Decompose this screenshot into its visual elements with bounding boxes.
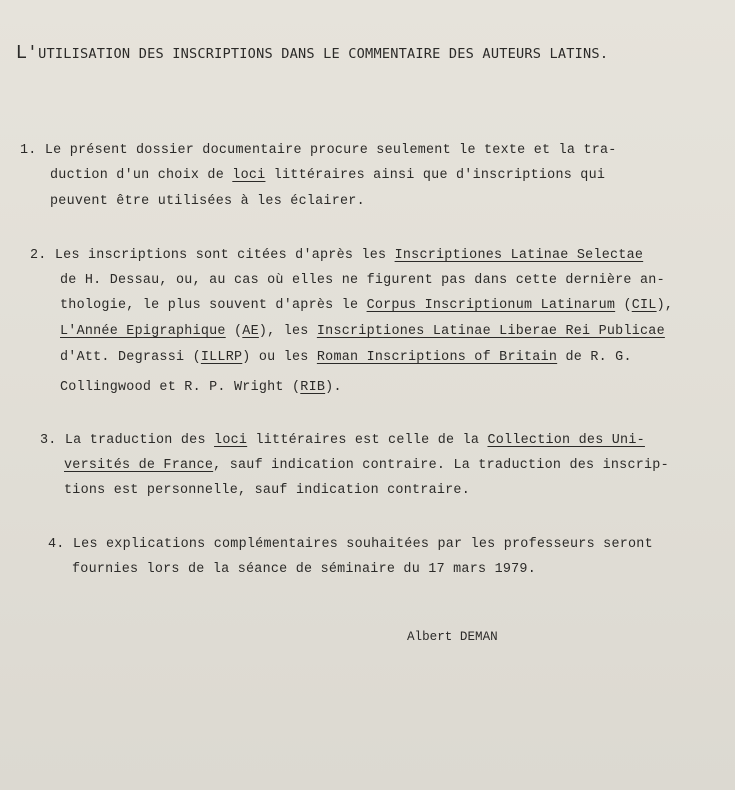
signature: Albert DEMAN (407, 630, 498, 644)
text-segment: ), les (258, 324, 317, 339)
item-number: 2. (30, 248, 47, 263)
text-segment: peuvent être utilisées à les éclairer. (50, 194, 365, 209)
text-segment: ( (225, 324, 243, 339)
text-segment: Les inscriptions sont citées d'après les (54, 248, 395, 263)
item-2-line-4 (60, 324, 665, 339)
underlined-title: RIB (300, 380, 326, 395)
item-number: 3. (40, 433, 57, 448)
item-2-line-2 (60, 273, 665, 288)
text-segment: ) ou les (242, 350, 317, 365)
underlined-title: loci (214, 433, 248, 448)
underlined-title: Inscriptiones Latinae Selectae (394, 248, 644, 263)
item-number: 4. (48, 537, 65, 552)
item-4-line-2 (72, 562, 536, 577)
item-3-line-2 (64, 458, 669, 473)
underlined-title: CIL (631, 298, 657, 313)
underlined-title: Roman Inscriptions of Britain (316, 350, 558, 365)
text-segment: Collingwood et R. P. Wright ( (60, 380, 301, 395)
underlined-title: versités de France (64, 458, 214, 473)
title-text: UTILISATION DES INSCRIPTIONS DANS LE COMMENTAIRE DES AUTEURS LATINS. (38, 46, 609, 62)
text-segment: ). (325, 380, 342, 395)
text-segment: , sauf indication contraire. La traduction des inscrip- (213, 458, 669, 473)
text-segment: ), (656, 298, 674, 313)
text-segment: ( (615, 298, 632, 313)
underlined-title: Inscriptiones Latinae Liberae Rei Publicae (316, 324, 665, 339)
text-segment: d'Att. Degrassi ( (60, 350, 201, 365)
item-2-line-1 (30, 248, 643, 263)
title-initial: L' (16, 42, 39, 63)
underlined-title: ILLRP (200, 350, 243, 365)
underlined-title: AE (242, 324, 259, 339)
text-segment: Les explications complémentaires souhaitées par les professeurs seront (72, 537, 653, 552)
document-title (16, 42, 716, 63)
underlined-title: loci (232, 168, 266, 183)
text-segment: La traduction des (64, 433, 215, 448)
text-segment: littéraires est celle de la (247, 433, 488, 448)
item-2-line-3 (60, 298, 673, 313)
item-number: 1. (20, 143, 37, 158)
underlined-title: L'Année Epigraphique (60, 324, 226, 339)
underlined-title: Corpus Inscriptionum Latinarum (366, 298, 616, 313)
item-2-line-6 (60, 380, 342, 395)
text-segment: thologie, le plus souvent d'après le (60, 298, 367, 313)
item-1-line-2 (50, 168, 605, 183)
item-2-line-5 (60, 350, 632, 365)
item-1-line-1 (20, 143, 617, 158)
text-segment: littéraires ainsi que d'inscriptions qui (265, 168, 606, 183)
text-segment: tions est personnelle, sauf indication contraire. (64, 483, 470, 498)
item-1-line-3 (50, 194, 365, 209)
item-3-line-3 (64, 483, 470, 498)
underlined-title: Collection des Uni- (487, 433, 645, 448)
text-segment: de H. Dessau, ou, au cas où elles ne figurent pas dans cette dernière an- (60, 273, 665, 288)
text-segment: duction d'un choix de (50, 168, 233, 183)
item-3-line-1 (40, 433, 645, 448)
text-segment: Le présent dossier documentaire procure seulement le texte et la tra- (44, 143, 617, 158)
text-segment: de R. G. (557, 350, 632, 365)
item-4-line-1 (48, 537, 653, 552)
text-segment: fournies lors de la séance de séminaire du 17 mars 1979. (72, 562, 536, 577)
